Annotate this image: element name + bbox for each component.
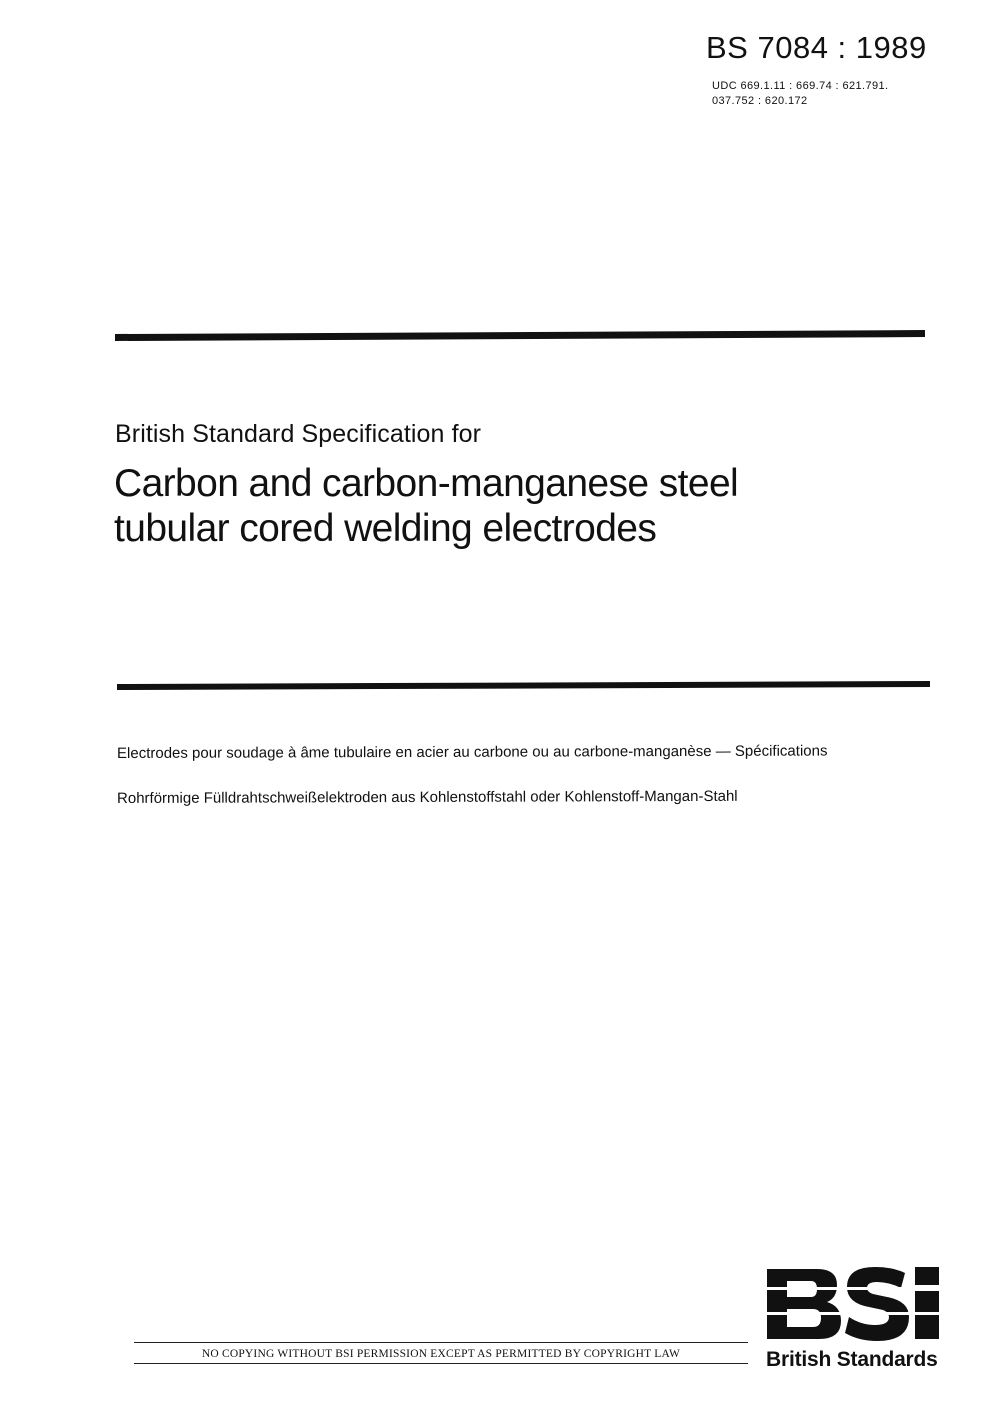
document-title-line-1: Carbon and carbon-manganese steel (114, 462, 739, 505)
middle-divider-rule (117, 681, 930, 690)
french-title: Electrodes pour soudage à âme tubulaire en acier au carbone ou au carbone-manganèse — Spécifications (116, 742, 828, 762)
bsi-logo (765, 1265, 943, 1343)
udc-classification-line-1: UDC 669.1.11 : 669.74 : 621.791. (712, 80, 889, 92)
german-title: Rohrförmige Fülldrahtschweißelektroden aus Kohlenstoffstahl oder Kohlenstoff-Mangan-Stahl (116, 787, 738, 807)
udc-classification-line-2: 037.752 : 620.172 (712, 95, 808, 107)
top-divider-rule (115, 330, 925, 341)
document-title-line-2: tubular cored welding electrodes (114, 507, 657, 550)
bsi-logo-caption: British Standards (766, 1348, 938, 1371)
specification-prefix: British Standard Specification for (115, 420, 482, 448)
copyright-notice: NO COPYING WITHOUT BSI PERMISSION EXCEPT AS PERMITTED BY COPYRIGHT LAW (134, 1342, 748, 1364)
standard-number: BS 7084 : 1989 (706, 30, 927, 65)
